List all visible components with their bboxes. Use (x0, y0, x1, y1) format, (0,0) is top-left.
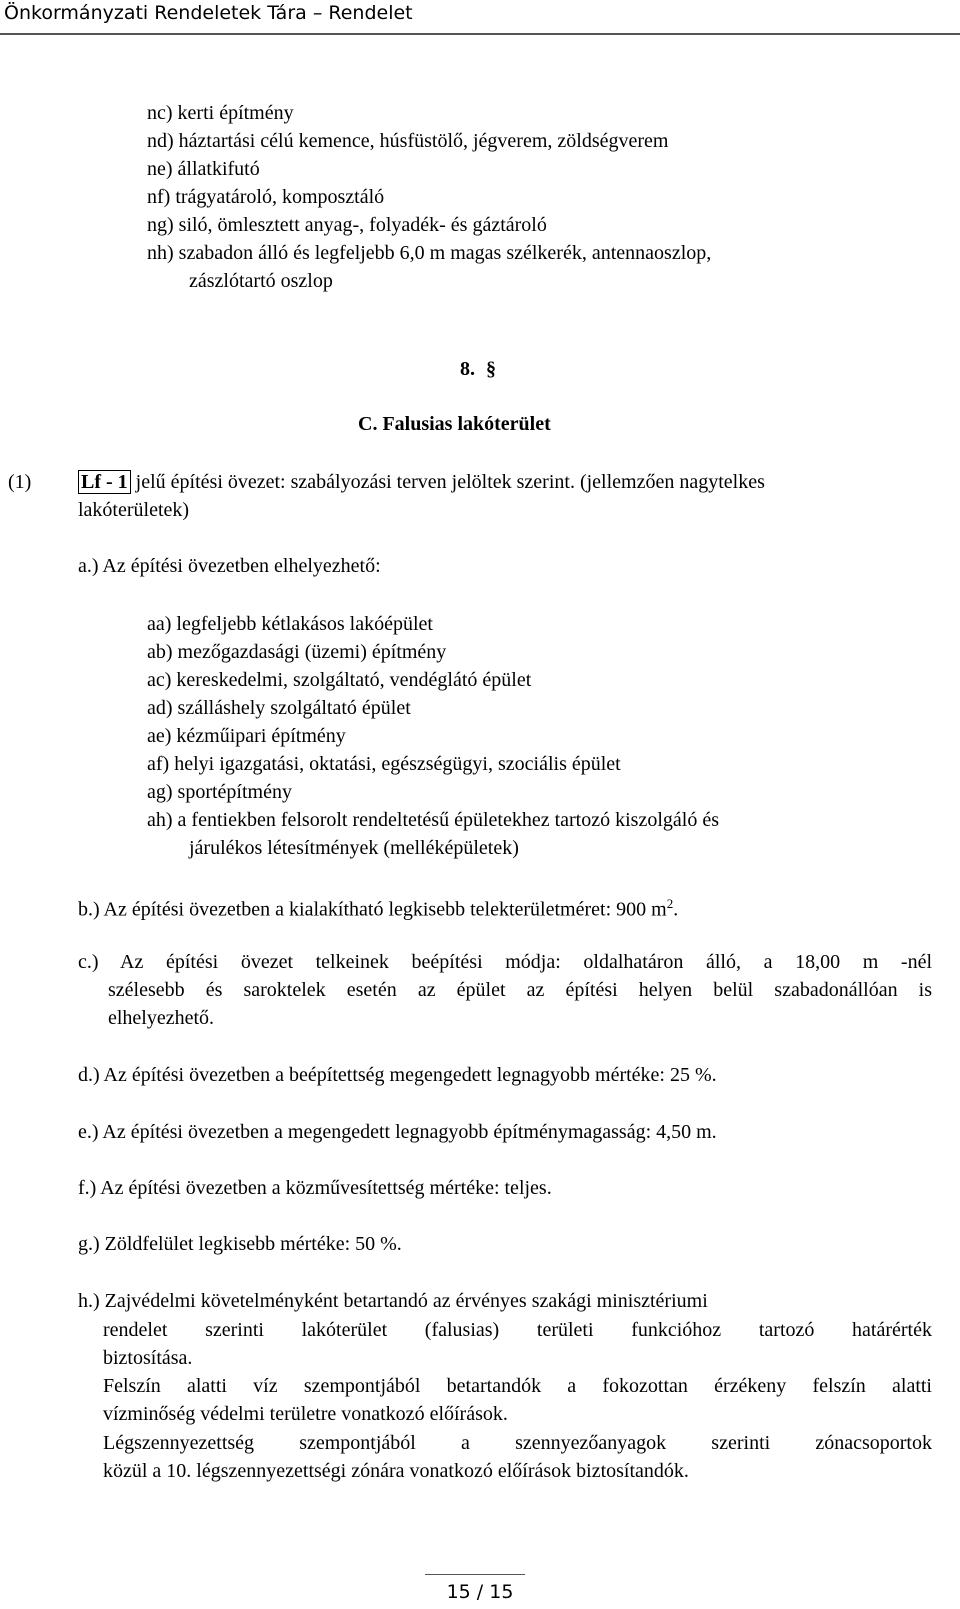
list-item: nd) háztartási célú kemence, húsfüstölő, jégverem, zöldségverem (147, 130, 669, 152)
clause-a-item: ac) kereskedelmi, szolgáltató, vendéglátó épület (147, 669, 532, 691)
clause-e: e.) Az építési övezetben a megengedett legnagyobb építménymagasság: 4,50 m. (78, 1121, 717, 1143)
list-item: ne) állatkifutó (147, 158, 260, 180)
list-item: nc) kerti építmény (147, 102, 294, 124)
clause-b-text: b.) Az építési övezetben a kialakítható legkisebb telekterületméret: 900 m (78, 898, 667, 921)
paragraph-number: (1) (8, 471, 32, 493)
clause-a-item: af) helyi igazgatási, oktatási, egészségügyi, szociális épület (147, 753, 621, 775)
clause-a-item: ae) kézműipari építmény (147, 725, 346, 747)
clause-d: d.) Az építési övezetben a beépítettség megengedett legnagyobb mértéke: 25 %. (78, 1064, 717, 1086)
clause-h-line: biztosítása. (103, 1347, 193, 1369)
clause-c-line: szélesebb és saroktelek esetén az épület az építési helyen belül szabadonállóan is (108, 979, 932, 1001)
clause-h-line: rendelet szerinti lakóterület (falusias) területi funkcióhoz tartozó határérték (103, 1319, 932, 1341)
paragraph-1-line (78, 470, 765, 494)
list-item: nf) trágyatároló, komposztáló (147, 186, 385, 208)
clause-h-line: Felszín alatti víz szempontjából betartandók a fokozottan érzékeny felszín alatti (103, 1375, 932, 1397)
section-number-text: 8. (460, 358, 475, 380)
clause-a-item: ah) a fentiekben felsorolt rendeltetésű épületekhez tartozó kiszolgáló és (147, 809, 719, 831)
zone-code: Lf - 1 (78, 470, 131, 494)
clause-g: g.) Zöldfelület legkisebb mértéke: 50 %. (78, 1233, 402, 1255)
clause-a-label: a.) Az építési övezetben elhelyezhető: (78, 555, 381, 577)
paragraph-1-continuation: lakóterületek) (78, 499, 190, 521)
section-title: C. Falusias lakóterület (358, 413, 551, 435)
list-item: nh) szabadon álló és legfeljebb 6,0 m magas szélkerék, antennaoszlop, (147, 242, 712, 264)
page-header: Önkormányzati Rendeletek Tára – Rendelet (4, 2, 413, 24)
clause-a-item: ag) sportépítmény (147, 781, 292, 803)
clause-h-line: Légszennyezettség szempontjából a szennyezőanyagok szerinti zónacsoportok (103, 1432, 932, 1454)
clause-c-line: c.) Az építési övezet telkeinek beépítési módja: oldalhatáron álló, a 18,00 m -nél (78, 951, 932, 973)
clause-a-item: aa) legfeljebb kétlakásos lakóépület (147, 613, 433, 635)
list-item: ng) siló, ömlesztett anyag-, folyadék- és gáztároló (147, 214, 547, 236)
section-symbol: § (486, 358, 496, 380)
section-number (460, 357, 496, 381)
clause-h-line: közül a 10. légszennyezettségi zónára vonatkozó előírások biztosítandók. (103, 1460, 689, 1482)
clause-b-end: . (673, 898, 679, 921)
footer-divider (425, 1574, 525, 1575)
header-divider (0, 33, 960, 35)
clause-a-item: ab) mezőgazdasági (üzemi) építmény (147, 641, 447, 663)
list-item-continuation: zászlótartó oszlop (189, 270, 333, 292)
clause-f: f.) Az építési övezetben a közművesítettség mértéke: teljes. (78, 1177, 552, 1199)
clause-h-line: vízminőség védelmi területre vonatkozó előírások. (103, 1403, 508, 1425)
clause-b (78, 892, 678, 922)
page-number: 15 / 15 (446, 1581, 514, 1603)
clause-h-line: h.) Zajvédelmi követelményként betartandó az érvényes szakági minisztériumi (78, 1290, 708, 1312)
clause-b-superscript: 2 (666, 896, 674, 911)
clause-a-item-continuation: járulékos létesítmények (melléképületek) (189, 837, 519, 859)
clause-c-line: elhelyezhető. (108, 1007, 215, 1029)
paragraph-1-text: jelű építési övezet: szabályozási terven jelöltek szerint. (jellemzően nagytelkes (135, 471, 765, 493)
clause-a-item: ad) szálláshely szolgáltató épület (147, 697, 411, 719)
